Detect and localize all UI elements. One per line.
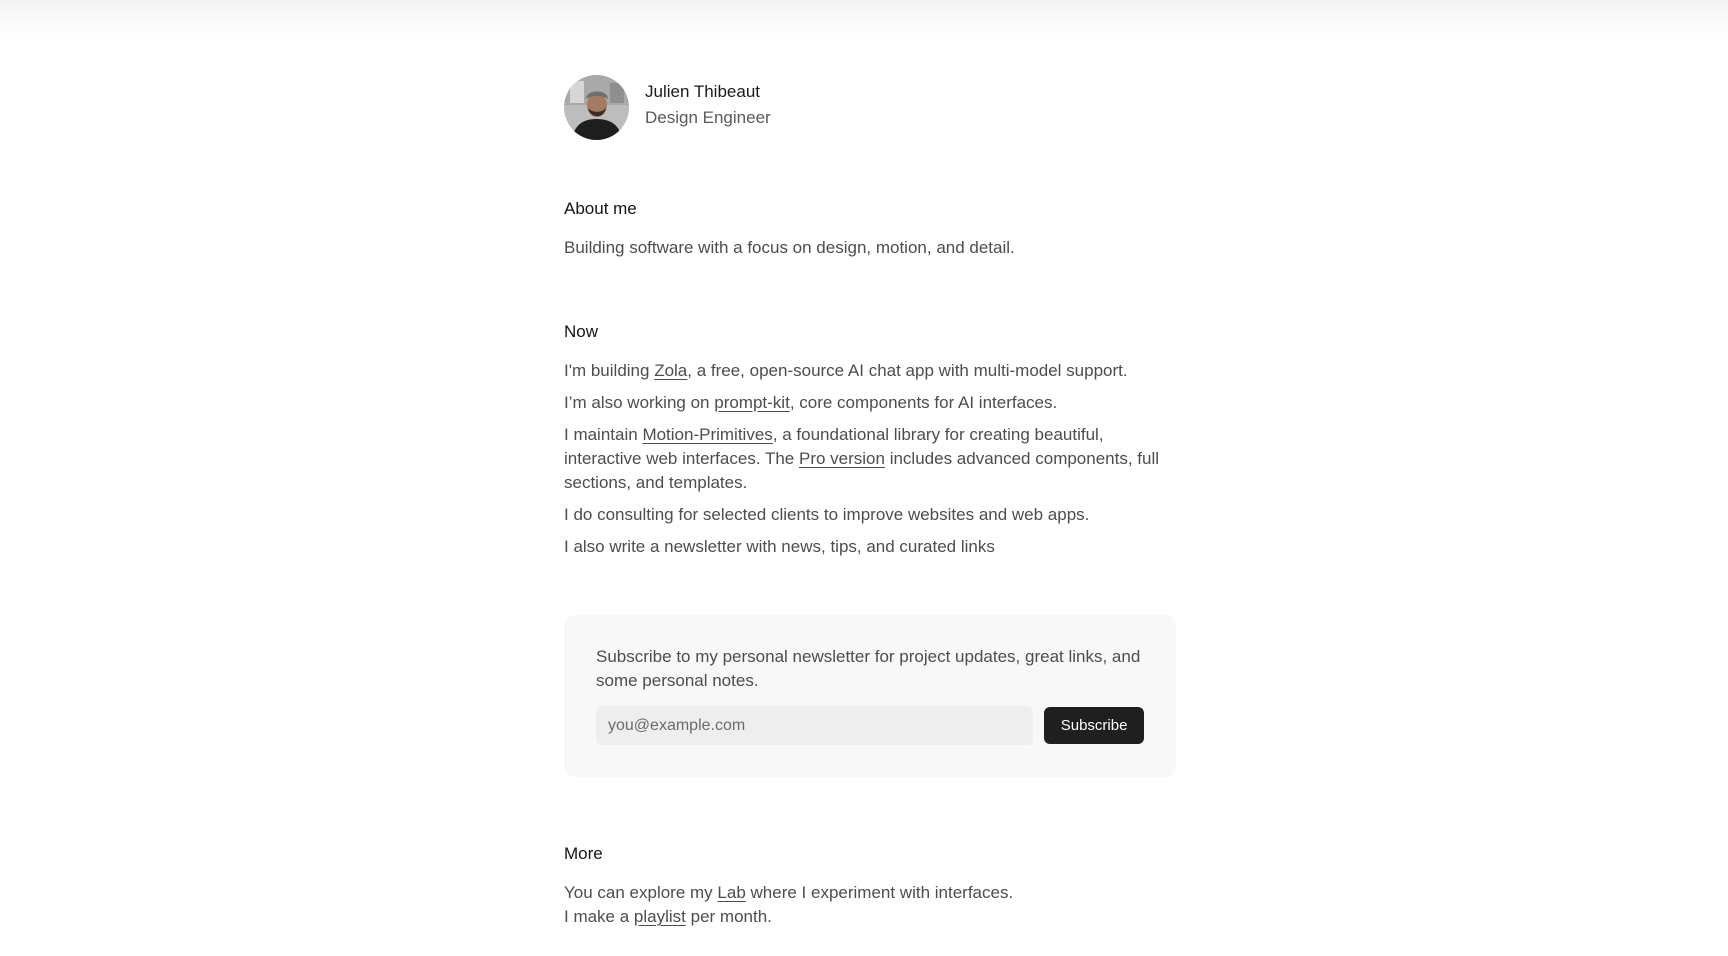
more-title: More xyxy=(564,844,603,863)
email-input[interactable] xyxy=(596,706,1033,745)
more-line-lab xyxy=(564,881,1178,905)
more-playlist-after: per month. xyxy=(685,907,772,926)
about-title: About me xyxy=(564,199,637,218)
now-item-motion-after: includes advanced components, full sections, and templates. xyxy=(564,449,1160,492)
pro-version-link[interactable]: Pro version xyxy=(798,449,885,468)
motion-primitives-link[interactable]: Motion-Primitives xyxy=(642,425,773,444)
lab-link[interactable]: Lab xyxy=(717,883,746,902)
prompt-kit-link[interactable]: prompt-kit xyxy=(714,393,790,412)
profile-name: Julien Thibeaut xyxy=(645,81,760,101)
now-title: Now xyxy=(564,322,599,341)
now-list xyxy=(564,359,1178,559)
now-item-prompt-kit-after: , core components for AI interfaces. xyxy=(789,393,1058,412)
zola-link[interactable]: Zola xyxy=(654,361,688,380)
now-item-zola-before: I'm building xyxy=(564,361,655,380)
now-item-prompt-kit xyxy=(564,391,1178,415)
profile-text xyxy=(645,81,771,131)
subscribe-button[interactable]: Subscribe xyxy=(1044,707,1144,744)
newsletter-card xyxy=(564,615,1176,777)
now-item-consulting: I do consulting for selected clients to improve websites and web apps. xyxy=(564,505,1090,524)
now-item-prompt-kit-before: I’m also working on xyxy=(564,393,715,412)
page-content xyxy=(564,75,1178,929)
now-item-motion-primitives xyxy=(564,423,1178,495)
profile-role: Design Engineer xyxy=(645,107,771,127)
now-item-zola-after: , a free, open-source AI chat app with multi-model support. xyxy=(687,361,1128,380)
about-text: Building software with a focus on design, motion, and detail. xyxy=(564,238,1015,257)
more-playlist-before: I make a xyxy=(564,907,634,926)
more-section xyxy=(564,841,1178,929)
playlist-link[interactable]: playlist xyxy=(633,907,686,926)
now-item-motion-before: I maintain xyxy=(564,425,643,444)
profile-header xyxy=(564,75,1178,140)
avatar-photo-icon xyxy=(564,75,629,140)
more-lab-after: where I experiment with interfaces. xyxy=(745,883,1014,902)
now-section xyxy=(564,319,1178,559)
now-item-zola xyxy=(564,359,1178,383)
newsletter-text: Subscribe to my personal newsletter for project updates, great links, and some personal notes. xyxy=(596,647,1141,690)
avatar xyxy=(564,75,629,140)
more-lab-before: You can explore my xyxy=(564,883,718,902)
now-item-newsletter: I also write a newsletter with news, tips, and curated links xyxy=(564,537,995,556)
about-section xyxy=(564,196,1178,260)
more-line-playlist xyxy=(564,905,1178,929)
top-fade-bar xyxy=(0,0,1728,42)
now-item-motion-middle: , a foundational library for creating beautiful, interactive web interfaces. The xyxy=(564,425,1104,468)
subscribe-form xyxy=(596,706,1144,745)
